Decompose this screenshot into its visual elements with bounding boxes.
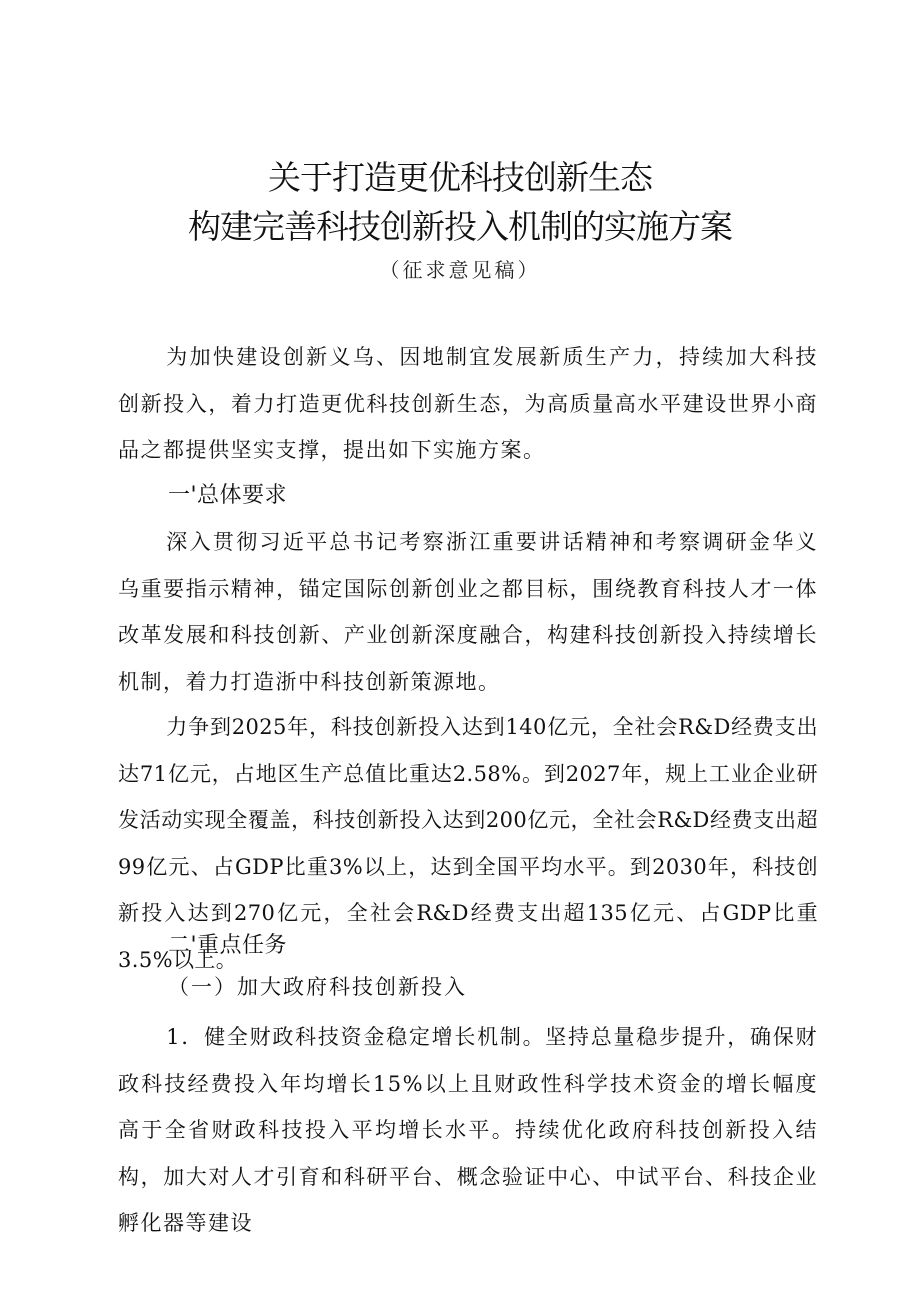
- section-1-heading: 一'总体要求: [168, 483, 288, 508]
- intro-paragraph: 为加快建设创新义乌、因地制宜发展新质生产力，持续加大科技创新投入，着力打造更优科技创新生态，为高质量高水平建设世界小商品之都提供坚实支撑，提出如下实施方案。: [118, 345, 818, 462]
- item-1-paragraph: 1．健全财政科技资金稳定增长机制。坚持总量稳步提升，确保财政科技经费投入年均增长15%以上且财政性科学技术资金的增长幅度高于全省财政科技投入平均增长水平。持续优化政府科技创新投入结构，加大对人才引育和科研平台、概念验证中心、中试平台、科技企业孵化器等建设: [118, 1025, 818, 1235]
- document-title-line-1: 关于打造更优科技创新生态: [268, 158, 652, 197]
- document-subtitle: （征求意见稿）: [379, 258, 541, 282]
- section-1-paragraph-2: 力争到2025年，科技创新投入达到140亿元，全社会R&D经费支出达71亿元，占地区生产总值比重达2.58%。到2027年，规上工业企业研发活动实现全覆盖，科技创新投入达到200亿元，全社会R&D经费支出超99亿元、占GDP比重3%以上，达到全国平均水平。到2030年，科技创新投入达到270亿元，全社会R&D经费支出超135亿元、占GDP比重3.5%以上。: [118, 715, 818, 972]
- document-title-line-2: 构建完善科技创新投入机制的实施方案: [188, 207, 732, 246]
- section-1-paragraph-1: 深入贯彻习近平总书记考察浙江重要讲话精神和考察调研金华义乌重要指示精神，锚定国际创新创业之都目标，围绕教育科技人才一体改革发展和科技创新、产业创新深度融合，构建科技创新投入持续增长机制，着力打造浙中科技创新策源地。: [118, 530, 818, 694]
- subsection-1-heading: （一）加大政府科技创新投入: [168, 975, 467, 999]
- section-2-heading: 二'重点任务: [168, 933, 288, 958]
